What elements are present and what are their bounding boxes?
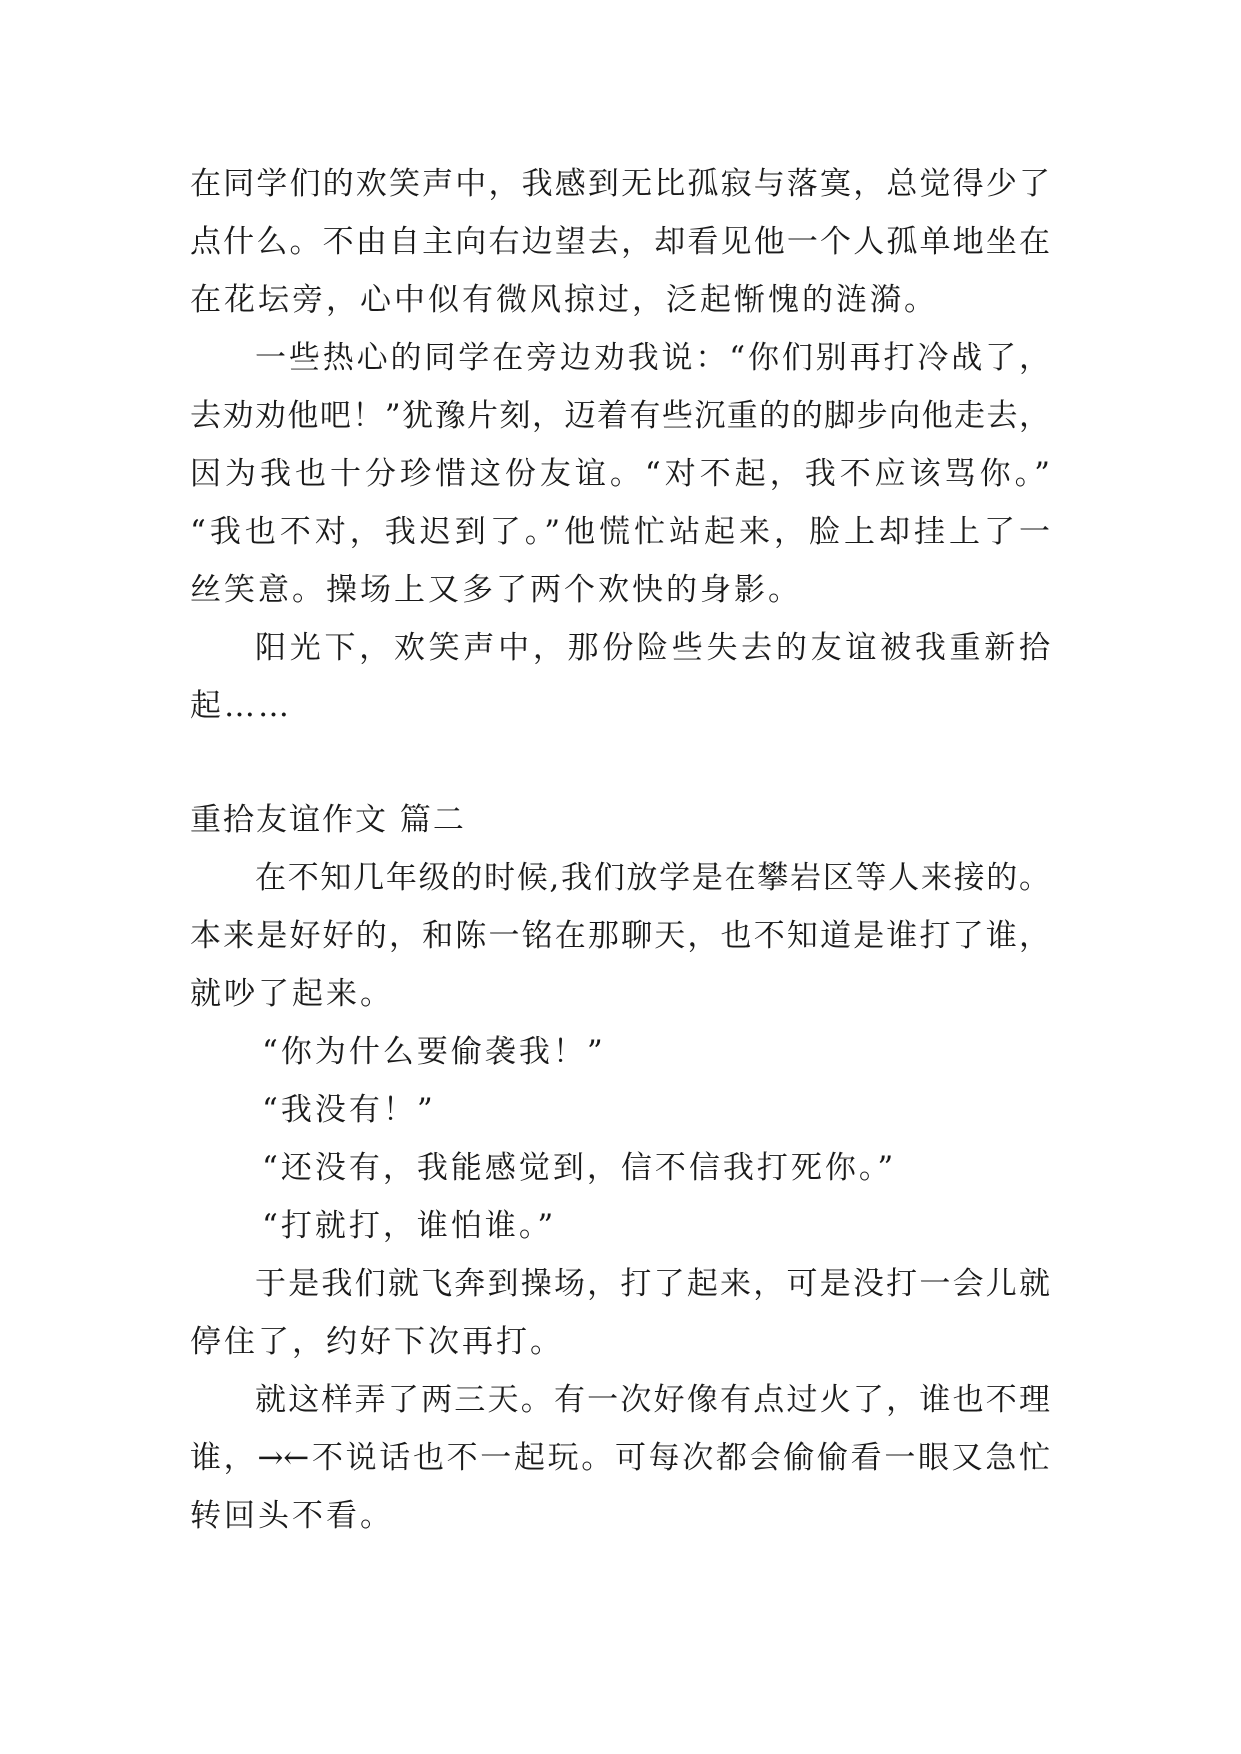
paragraph-line: 点什么。不由自主向右边望去，却看见他一个人孤单地坐在	[190, 224, 1050, 260]
paragraph-line: 本来是好好的，和陈一铭在那聊天，也不知道是谁打了谁，	[190, 918, 1050, 954]
paragraph-line: 就这样弄了两三天。有一次好像有点过火了，谁也不理	[255, 1382, 1050, 1418]
paragraph-line: 因为我也十分珍惜这份友谊。“对不起，我不应该骂你。”	[190, 456, 1050, 492]
dialogue-line: “打就打，谁怕谁。”	[262, 1208, 557, 1244]
section-gap	[190, 735, 1050, 791]
paragraph-line: 起……	[190, 688, 292, 724]
dialogue-line: “你为什么要偷袭我！”	[262, 1034, 606, 1070]
paragraph-line: 阳光下，欢笑声中，那份险些失去的友谊被我重新拾	[255, 630, 1050, 666]
paragraph-line: 在不知几年级的时候,我们放学是在攀岩区等人来接的。	[255, 860, 1050, 896]
paragraph-line: 转回头不看。	[190, 1498, 394, 1534]
paragraph-line: “我也不对，我迟到了。”他慌忙站起来，脸上却挂上了一	[190, 514, 1050, 550]
document-page	[190, 155, 1050, 1545]
paragraph-line: 停住了，约好下次再打。	[190, 1324, 564, 1360]
paragraph-line: 一些热心的同学在旁边劝我说：“你们别再打冷战了，	[255, 340, 1050, 376]
paragraph-line: 在花坛旁，心中似有微风掠过，泛起惭愧的涟漪。	[190, 282, 938, 318]
dialogue-line: “我没有！”	[262, 1092, 436, 1128]
essay-section-2	[190, 791, 1050, 1545]
paragraph-line: 丝笑意。操场上又多了两个欢快的身影。	[190, 572, 802, 608]
dialogue-line: “还没有，我能感觉到，信不信我打死你。”	[262, 1150, 897, 1186]
paragraph-line: 就吵了起来。	[190, 976, 394, 1012]
section-heading: 重拾友谊作文 篇二	[190, 802, 466, 838]
paragraph-line: 谁，→←不说话也不一起玩。可每次都会偷偷看一眼又急忙	[190, 1440, 1050, 1476]
essay-section-1	[190, 155, 1050, 735]
paragraph-line: 在同学们的欢笑声中，我感到无比孤寂与落寞，总觉得少了	[190, 166, 1050, 202]
paragraph-line: 去劝劝他吧！”犹豫片刻，迈着有些沉重的的脚步向他走去，	[190, 398, 1050, 434]
paragraph-line: 于是我们就飞奔到操场，打了起来，可是没打一会儿就	[255, 1266, 1050, 1302]
